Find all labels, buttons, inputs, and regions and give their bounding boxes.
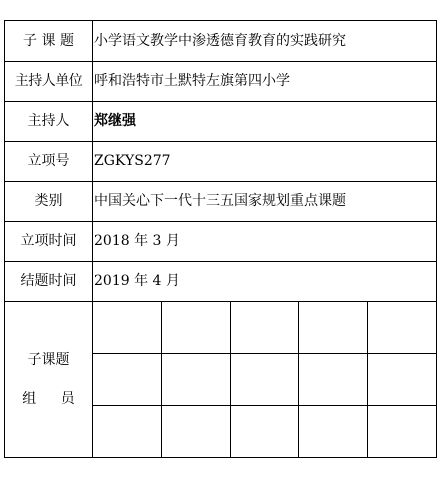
member-cell[interactable]: [93, 406, 162, 458]
members-label-line2: 组 员: [22, 390, 85, 407]
member-cell[interactable]: [299, 406, 368, 458]
completion-date-label: 结题时间: [5, 262, 93, 302]
completion-date-value: 2019 年 4 月: [93, 262, 437, 302]
category-value: 中国关心下一代十三五国家规划重点课题: [93, 182, 437, 222]
host-unit-label: 主持人单位: [5, 62, 93, 102]
row-approval-date: [5, 222, 437, 262]
members-grid-row: [93, 354, 436, 406]
host-unit-value: 呼和浩特市土默特左旗第四小学: [93, 62, 437, 102]
host-label: 主持人: [5, 102, 93, 142]
member-cell[interactable]: [162, 302, 231, 354]
approval-date-label: 立项时间: [5, 222, 93, 262]
subtopic-label: 子 课 题: [5, 21, 93, 62]
member-cell[interactable]: [299, 354, 368, 406]
member-cell[interactable]: [230, 354, 299, 406]
member-cell[interactable]: [230, 302, 299, 354]
category-label: 类别: [5, 182, 93, 222]
members-grid-row: [93, 406, 436, 458]
project-number-label: 立项号: [5, 142, 93, 182]
members-label-cell: [5, 302, 93, 458]
subtopic-value: 小学语文教学中渗透德育教育的实践研究: [93, 21, 437, 62]
members-label-line1: 子课题: [27, 351, 70, 368]
project-number-value: ZGKYS277: [93, 142, 437, 182]
row-category: [5, 182, 437, 222]
row-members: [5, 302, 437, 458]
member-cell[interactable]: [230, 406, 299, 458]
member-cell[interactable]: [367, 354, 436, 406]
member-cell[interactable]: [299, 302, 368, 354]
project-info-table: [4, 20, 437, 458]
host-value: 郑继强: [93, 102, 437, 142]
member-cell[interactable]: [367, 302, 436, 354]
member-cell[interactable]: [93, 354, 162, 406]
row-subtopic: [5, 21, 437, 62]
row-host: [5, 102, 437, 142]
members-grid-row: [93, 302, 436, 354]
row-completion-date: [5, 262, 437, 302]
member-cell[interactable]: [162, 354, 231, 406]
member-cell[interactable]: [162, 406, 231, 458]
approval-date-value: 2018 年 3 月: [93, 222, 437, 262]
member-cell[interactable]: [93, 302, 162, 354]
member-cell[interactable]: [367, 406, 436, 458]
members-grid-cell: [93, 302, 437, 458]
row-project-number: [5, 142, 437, 182]
members-grid: [93, 302, 436, 457]
row-host-unit: [5, 62, 437, 102]
